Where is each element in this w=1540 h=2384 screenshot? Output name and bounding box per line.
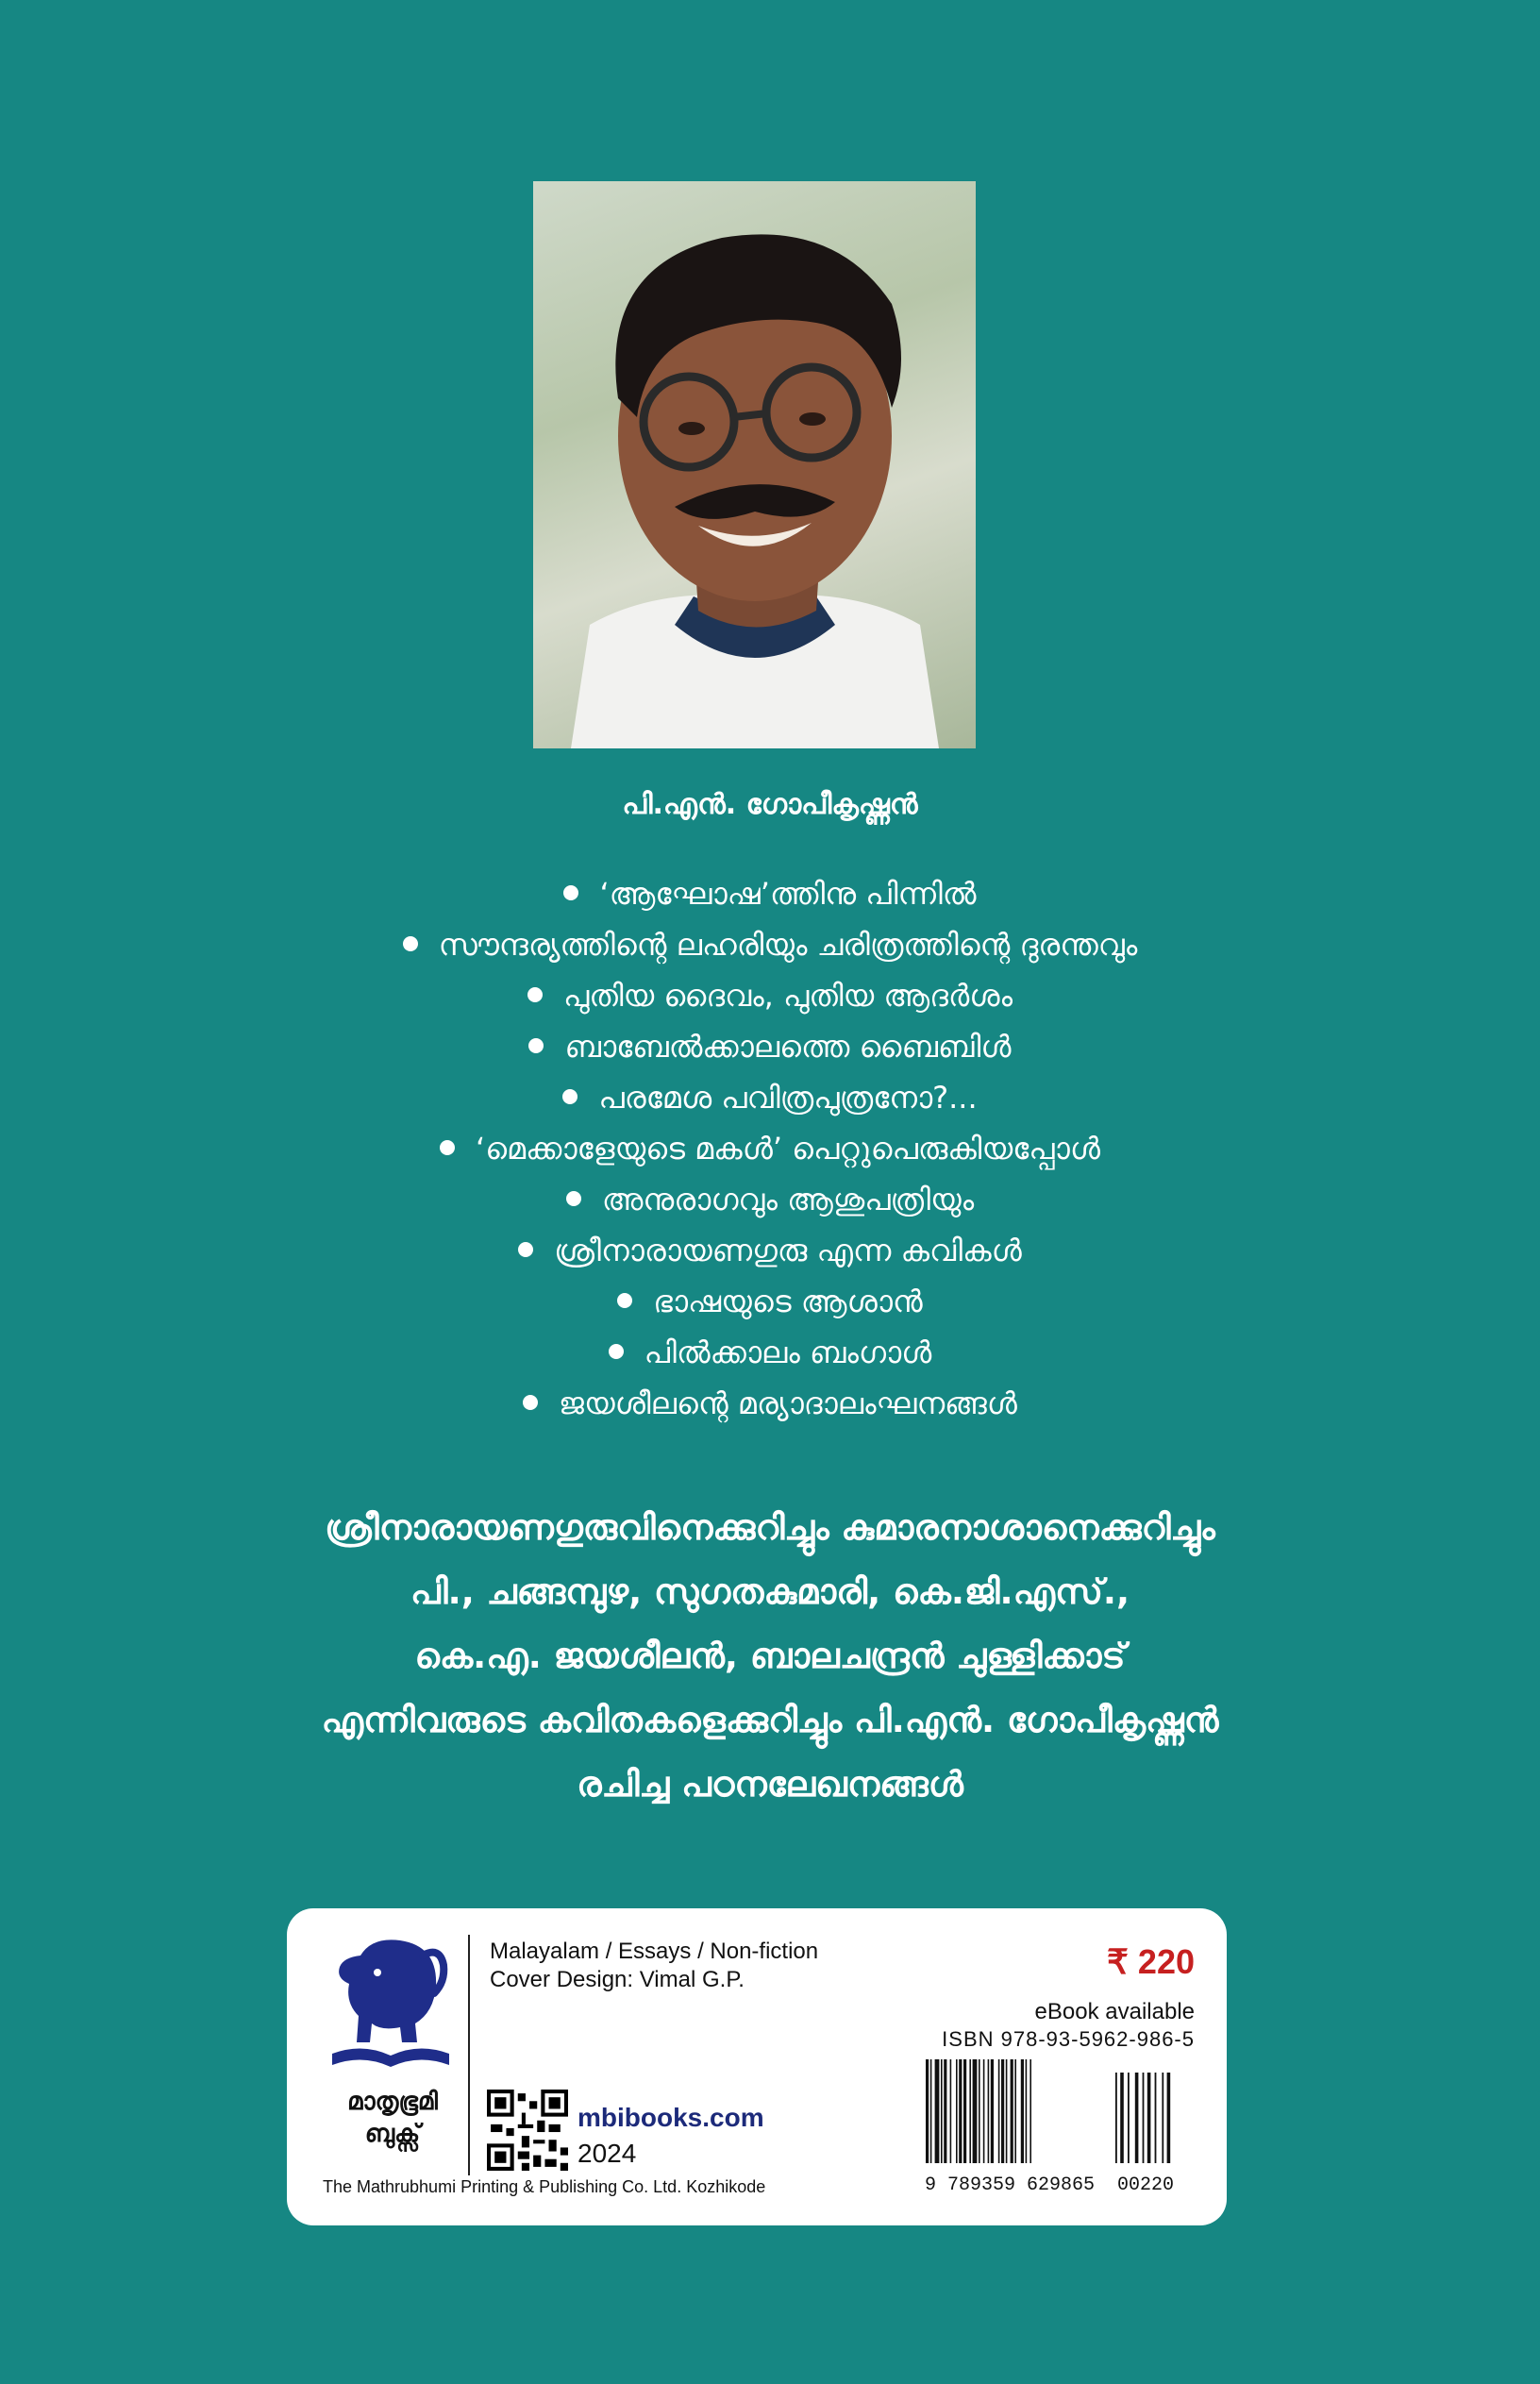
list-item: പരമേശ പവിത്രപുത്രനോ?...: [0, 1072, 1540, 1123]
blurb-line: പി., ചങ്ങമ്പുഴ, സുഗതകുമാരി, കെ.ജി.എസ്.,: [410, 1571, 1130, 1612]
bullet-icon: [617, 1293, 632, 1308]
list-item: പുതിയ ദൈവം, പുതിയ ആദർശം: [0, 970, 1540, 1021]
author-photo: [533, 181, 976, 748]
barcode-number: 9 789359 629865: [925, 2174, 1096, 2196]
list-item: ‘ആഘോഷ’ത്തിനു പിന്നിൽ: [0, 868, 1540, 919]
qr-code-icon[interactable]: [487, 2090, 568, 2171]
list-item: സൗന്ദര്യത്തിന്റെ ലഹരിയും ചരിത്രത്തിന്റെ ദുരന്തവും: [0, 919, 1540, 970]
bullet-icon: [527, 987, 543, 1002]
blurb-line: എന്നിവരുടെ കവിതകളെക്കുറിച്ചും പി.എൻ. ഗോപീകൃഷ്ണൻ: [321, 1700, 1219, 1740]
list-item: ‘മെക്കാളേയുടെ മകൾ’ പെറ്റുപെരുകിയപ്പോൾ: [0, 1123, 1540, 1174]
bullet-icon: [562, 1089, 578, 1104]
list-item: ജയശീലന്റെ മര്യാദാലംഘനങ്ങൾ: [0, 1378, 1540, 1429]
publication-year: 2024: [578, 2139, 637, 2168]
book-blurb: [0, 1496, 1540, 1817]
publisher-panel: [287, 1908, 1227, 2225]
bullet-icon: [440, 1140, 455, 1155]
book-category: Malayalam / Essays / Non-fiction: [490, 1939, 819, 1964]
bullet-icon: [528, 1038, 544, 1053]
list-item: ഭാഷയുടെ ആശാൻ: [0, 1276, 1540, 1327]
list-item: ബാബേൽക്കാലത്തെ ബൈബിൾ: [0, 1021, 1540, 1072]
divider: [468, 1935, 470, 2175]
bullet-icon: [518, 1242, 533, 1257]
blurb-line: കെ.എ. ജയശീലൻ, ബാലചന്ദ്രൻ ചുള്ളിക്കാട്: [414, 1636, 1126, 1676]
ebook-availability: eBook available: [1034, 1999, 1195, 2024]
cover-design-credit: Cover Design: Vimal G.P.: [490, 1967, 745, 1992]
contents-list: [0, 868, 1540, 1429]
publisher-logo-text: മാതൃഭൂമി ബുക്സ്: [347, 2088, 438, 2148]
website-link[interactable]: mbibooks.com: [578, 2103, 764, 2132]
barcode-icon: [922, 2059, 1196, 2173]
price: ₹ 220: [1107, 1942, 1195, 1981]
bullet-icon: [563, 885, 578, 900]
bullet-icon: [566, 1191, 581, 1206]
elephant-book-logo-icon: [325, 1937, 457, 2078]
author-name: പി.എൻ. ഗോപീകൃഷ്ണൻ: [622, 788, 918, 821]
bullet-icon: [609, 1344, 624, 1359]
list-item: ശ്രീനാരായണഗുരു എന്ന കവികൾ: [0, 1225, 1540, 1276]
list-item: അനുരാഗവും ആശുപത്രിയും: [0, 1174, 1540, 1225]
list-item: പിൽക്കാലം ബംഗാൾ: [0, 1327, 1540, 1378]
bullet-icon: [523, 1395, 538, 1410]
author-portrait-illustration: [533, 181, 976, 748]
blurb-line: ശ്രീനാരായണഗുരുവിനെക്കുറിച്ചും കുമാരനാശാനെക്കുറിച്ചും: [325, 1507, 1215, 1548]
blurb-line: രചിച്ച പഠനലേഖനങ്ങൾ: [577, 1764, 963, 1805]
barcode-addon-number: 00220: [1117, 2174, 1175, 2196]
isbn: ISBN 978-93-5962-986-5: [942, 2027, 1195, 2051]
publisher-name: The Mathrubhumi Printing & Publishing Co. Ltd. Kozhikode: [323, 2177, 766, 2196]
bullet-icon: [403, 936, 418, 951]
